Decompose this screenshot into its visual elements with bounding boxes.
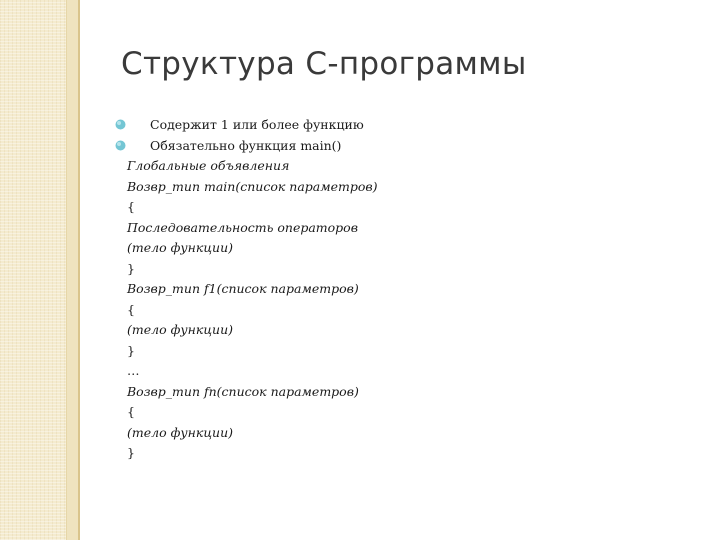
bullet-item bbox=[127, 115, 378, 136]
code-line: } bbox=[127, 260, 135, 276]
bullet-text: Содержит 1 или более функцию bbox=[150, 117, 364, 132]
code-line: Последовательность операторов bbox=[127, 219, 358, 235]
code-line: } bbox=[127, 445, 135, 460]
code-line: { bbox=[127, 199, 135, 214]
code-line: { bbox=[127, 404, 135, 419]
code-line: Возвр_тип main(список параметров) bbox=[127, 178, 378, 194]
code-line: (тело функции) bbox=[127, 424, 234, 440]
slide-title: Структура С-программы bbox=[121, 46, 527, 82]
decorative-sidebar bbox=[0, 0, 78, 540]
bullet-text: Обязательно функция main() bbox=[150, 137, 342, 153]
sidebar-edge bbox=[78, 0, 80, 540]
bullet-circle-icon bbox=[115, 140, 126, 151]
code-line: { bbox=[127, 301, 135, 317]
code-line: Возвр_тип f1(список параметров) bbox=[127, 281, 359, 296]
code-line: } bbox=[127, 342, 135, 358]
bullet-item bbox=[127, 136, 378, 157]
code-line: (тело функции) bbox=[127, 240, 234, 255]
code-line: (тело функции) bbox=[127, 322, 234, 337]
code-line: Возвр_тип fn(список параметров) bbox=[127, 383, 359, 399]
slide-content bbox=[127, 115, 378, 464]
bullet-circle-icon bbox=[115, 119, 126, 130]
code-line: Глобальные объявления bbox=[127, 158, 290, 173]
code-line: … bbox=[127, 363, 140, 378]
